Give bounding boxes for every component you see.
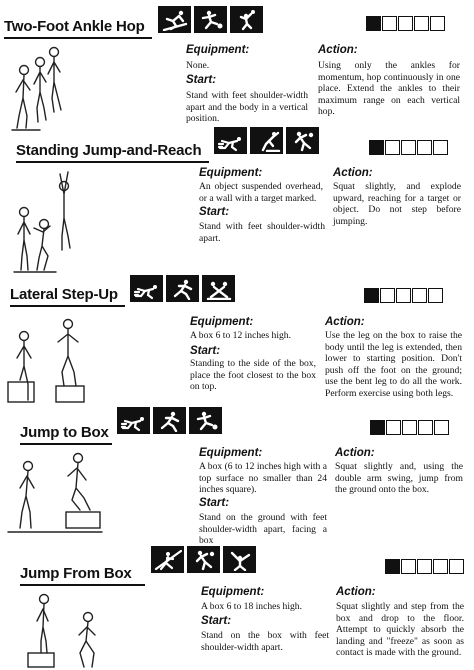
sprinter-icon [117,407,150,434]
sport-icons [214,127,319,154]
level-box-empty [412,288,427,303]
title-rule [4,37,152,39]
start-text: Stand on the ground with feet shoulder-width apart, facing a box [199,512,327,547]
action-label: Action: [335,447,375,459]
title-rule [20,584,145,586]
difficulty-level [385,559,464,574]
sprinter-icon [130,275,163,302]
level-box-empty [401,559,416,574]
exercise-title: Two-Foot Ankle Hop [4,18,145,35]
action-label: Action: [318,44,358,56]
runner-icon [166,275,199,302]
jump-and-reach-illustration [12,166,84,276]
exercise-standing-jump-and-reach [0,120,474,280]
start-text: Stand on the box with feet shoulder-width apart. [201,630,329,653]
title-rule [10,305,125,307]
gymnast-icon [223,546,256,573]
start-text: Stand with feet shoulder-width apart and the body in a vertical position. [186,90,308,125]
action-text: Use the leg on the box to raise the body until the leg is extended, then lower to starting position. Don't push off the foot on the ground; use the bent leg to do all the work. Perform exercise using both legs. [325,330,462,399]
difficulty-level [370,420,449,435]
sprinter-icon [214,127,247,154]
exercise-lateral-step-up [0,270,474,410]
action-text: Squat slightly, and explode upward, reaching for a target or object. Do not step before jumping. [333,181,461,227]
exercise-title: Jump to Box [20,424,109,441]
exercise-title: Lateral Step-Up [10,286,118,303]
volleyball-player-icon [187,546,220,573]
lateral-step-up-illustration [6,314,100,406]
title-rule [20,443,112,445]
sport-icons [158,6,263,33]
start-label: Start: [199,206,230,218]
exercise-jump-to-box [0,400,474,547]
equipment-text: An object suspended overhead, or a wall with a target marked. [199,181,323,204]
exercise-two-foot-ankle-hop [0,0,474,134]
level-box-empty [434,420,449,435]
level-box-empty [386,420,401,435]
equipment-label: Equipment: [186,44,250,56]
level-box-empty [414,16,429,31]
sport-icons [151,546,256,573]
equipment-text: A box 6 to 12 inches high. [190,330,291,341]
action-label: Action: [336,586,376,598]
level-box-empty [398,16,413,31]
start-label: Start: [186,74,217,86]
action-text: Using only the ankles for momentum, hop continuously in one place. Extend the ankles to their maximum range on each vertical hop. [318,60,460,118]
start-label: Start: [190,345,221,357]
jump-from-box-illustration [26,591,116,670]
ankle-hop-illustration [10,40,72,132]
equipment-text: A box 6 to 18 inches high. [201,601,302,612]
level-box-filled [385,559,400,574]
level-box-empty [382,16,397,31]
level-box-empty [385,140,400,155]
exercise-title: Standing Jump-and-Reach [16,142,202,159]
equipment-label: Equipment: [201,586,265,598]
skier-icon [158,6,191,33]
level-box-empty [418,420,433,435]
difficulty-level [366,16,445,31]
level-box-empty [380,288,395,303]
action-text: Squat slightly and, using the double arm swing, jump from the ground onto the box. [335,461,463,496]
volleyball-player-icon [286,127,319,154]
equipment-text: None. [186,60,210,71]
level-box-empty [433,140,448,155]
level-box-filled [366,16,381,31]
equipment-label: Equipment: [199,447,263,459]
level-box-empty [396,288,411,303]
title-rule [16,161,209,163]
soccer-player-icon [194,6,227,33]
action-label: Action: [325,316,365,328]
runner-icon [153,407,186,434]
equipment-text: A box (6 to 12 inches high with a top surface no smaller than 24 inches square). [199,461,327,496]
exercise-title: Jump From Box [20,565,132,582]
start-text: Standing to the side of the box, place the foot closest to the box on top. [190,358,316,393]
difficulty-level [369,140,448,155]
high-jumper-icon [250,127,283,154]
level-box-empty [433,559,448,574]
start-label: Start: [199,497,230,509]
jump-to-box-illustration [6,448,106,536]
action-text: Squat slightly and step from the box and drop to the floor. Attempt to quickly absorb the landing and "freeze" as soon as contact is made with the ground. [336,601,464,659]
level-box-filled [370,420,385,435]
level-box-empty [401,140,416,155]
sport-icons [117,407,222,434]
equipment-label: Equipment: [199,167,263,179]
soccer-player-icon [189,407,222,434]
level-box-empty [430,16,445,31]
football-player-icon [202,275,235,302]
level-box-empty [428,288,443,303]
action-label: Action: [333,167,373,179]
basketball-player-icon [230,6,263,33]
level-box-empty [417,559,432,574]
level-box-filled [369,140,384,155]
start-label: Start: [201,615,232,627]
level-box-filled [364,288,379,303]
javelin-thrower-icon [151,546,184,573]
level-box-empty [449,559,464,574]
level-box-empty [417,140,432,155]
exercise-jump-from-box [0,535,474,670]
start-text: Stand with feet shoulder-width apart. [199,221,325,244]
equipment-label: Equipment: [190,316,254,328]
sport-icons [130,275,235,302]
level-box-empty [402,420,417,435]
difficulty-level [364,288,443,303]
